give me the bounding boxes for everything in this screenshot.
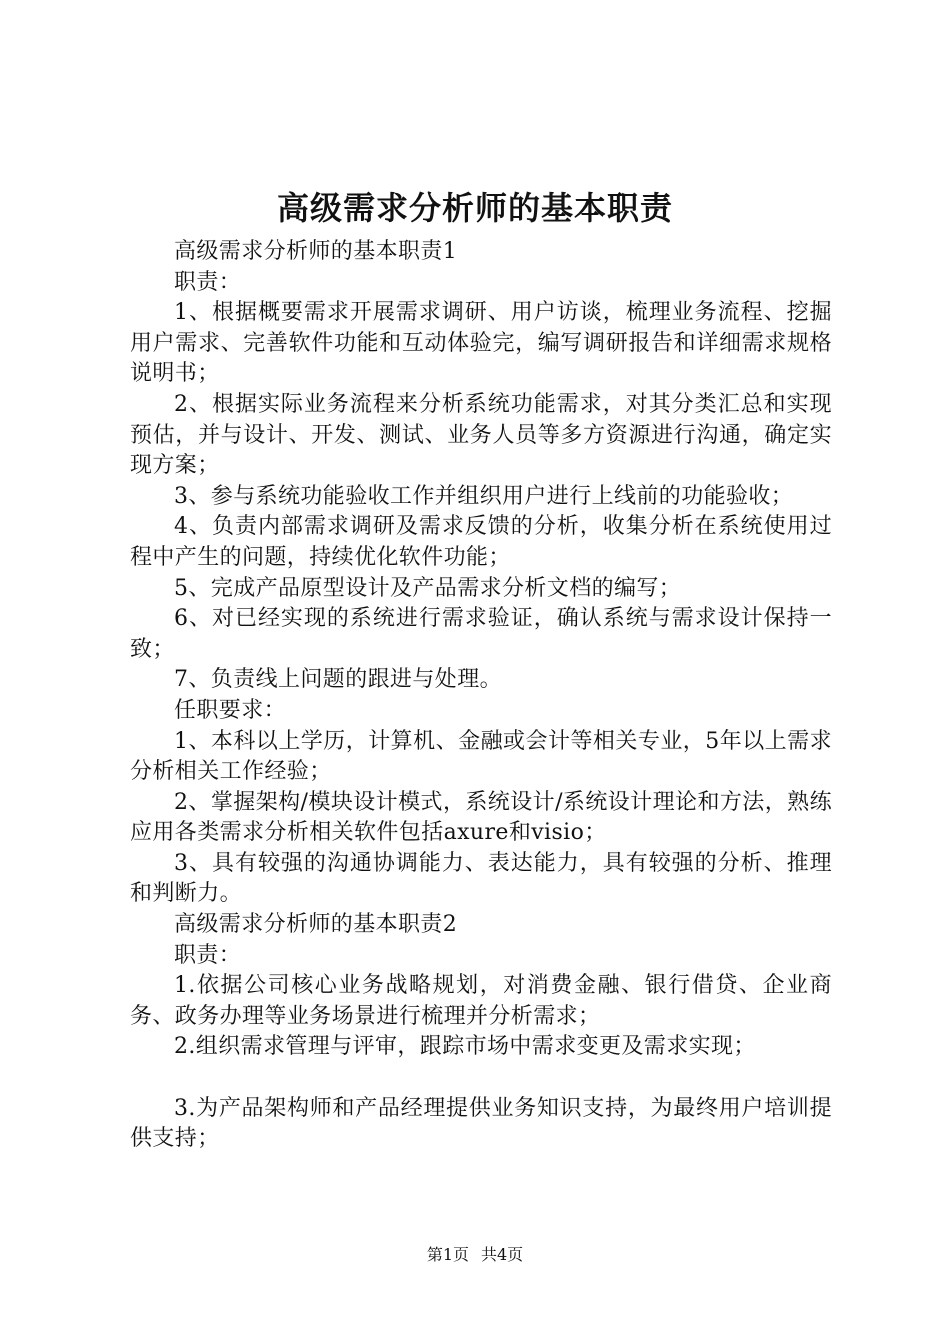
list-item: 6、对已经实现的系统进行需求验证，确认系统与需求设计保持一致； [130,606,832,662]
page-number: 第1页 [426,1245,469,1264]
subsection-label: 职责： [174,942,242,968]
list-item: 4、负责内部需求调研及需求反馈的分析，收集分析在系统使用过程中产生的问题，持续优化软件功能； [130,514,832,570]
section-heading: 高级需求分析师的基本职责2 [174,912,458,938]
page-footer [0,1243,950,1267]
list-item: 5、完成产品原型设计及产品需求分析文档的编写； [174,575,682,601]
total-pages: 共4页 [481,1245,524,1264]
subsection-label: 职责： [174,269,242,295]
list-item: 1.依据公司核心业务战略规划，对消费金融、银行借贷、企业商务、政务办理等业务场景进行梳理并分析需求； [130,973,832,1029]
list-item: 3、具有较强的沟通协调能力、表达能力，具有较强的分析、推理和判断力。 [130,850,832,907]
list-item: 7、负责线上问题的跟进与处理。 [174,667,502,693]
list-item: 3、参与系统功能验收工作并组织用户进行上线前的功能验收； [174,483,794,509]
list-item: 1、本科以上学历，计算机、金融或会计等相关专业，5年以上需求分析相关工作经验； [130,728,832,785]
list-item: 1、根据概要需求开展需求调研、用户访谈，梳理业务流程、挖掘用户需求、完善软件功能和互动体验完，编写调研报告和详细需求规格说明书； [130,300,832,387]
document-body [130,237,832,1155]
list-item: 2、掌握架构/模块设计模式，系统设计/系统设计理论和方法，熟练应用各类需求分析相关软件包括axure和visio； [130,789,832,846]
blank-line [130,1063,832,1094]
list-item: 2.组织需求管理与评审，跟踪市场中需求变更及需求实现； [174,1034,756,1060]
subsection-label: 任职要求： [174,697,287,723]
section-heading: 高级需求分析师的基本职责1 [174,239,458,264]
document-title: 高级需求分析师的基本职责 [276,189,673,227]
list-item: 3.为产品架构师和产品经理提供业务知识支持，为最终用户培训提供支持； [130,1095,832,1152]
list-item: 2、根据实际业务流程来分析系统功能需求，对其分类汇总和实现预估，并与设计、开发、测试、业务人员等多方资源进行沟通，确定实现方案； [130,391,832,479]
